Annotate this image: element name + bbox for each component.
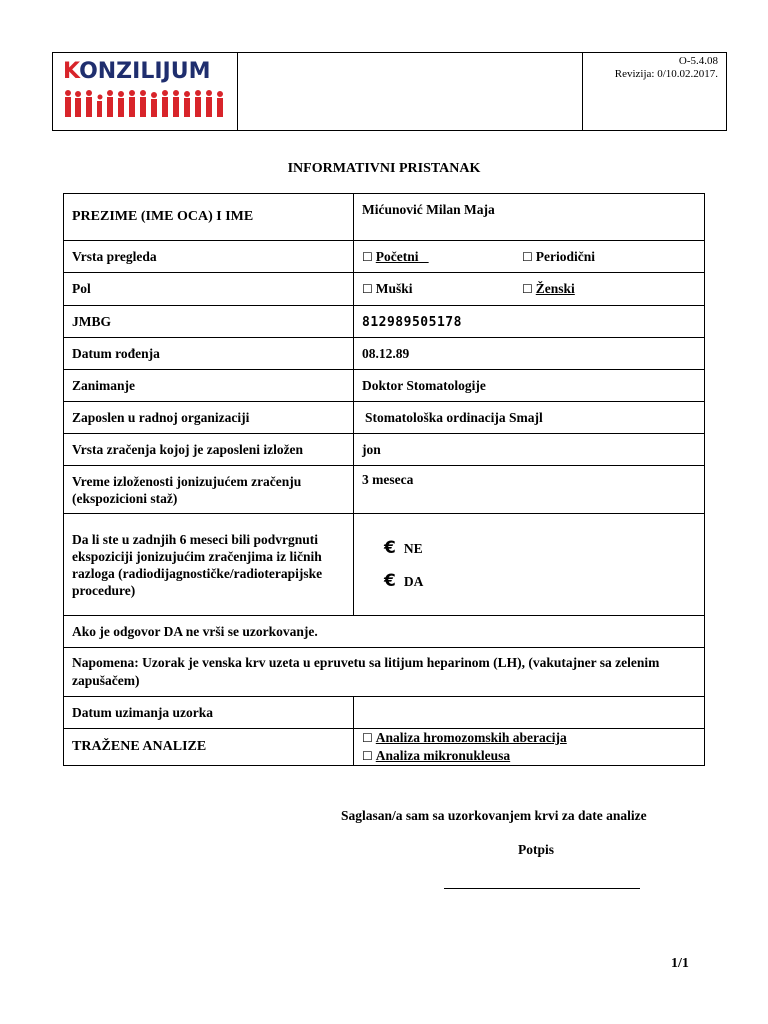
row-note — [64, 648, 705, 697]
dob-value: 08.12.89 — [354, 338, 705, 370]
consent-form-table — [63, 193, 705, 766]
row-exposure — [64, 466, 705, 514]
sex-female-checkbox[interactable]: ☐ Ženski — [522, 281, 575, 296]
row-dob — [64, 338, 705, 370]
row-jmbg — [64, 306, 705, 338]
employer-label: Zaposlen u radnoj organizaciji — [64, 402, 354, 434]
logo-wordmark: KONZILIJUM — [63, 59, 211, 84]
name-value: Mićunović Milan Maja — [354, 194, 705, 241]
dob-label: Datum rođenja — [64, 338, 354, 370]
row-exam-type — [64, 241, 705, 273]
jmbg-label: JMBG — [64, 306, 354, 338]
analyses-label: TRAŽENE ANALIZE — [64, 729, 354, 766]
logo-people-icon — [63, 89, 229, 119]
jmbg-cell — [354, 306, 705, 338]
exposure-value: 3 meseca — [354, 466, 705, 514]
analyses-options — [354, 729, 705, 766]
occupation-label: Zanimanje — [64, 370, 354, 402]
row-employer — [64, 402, 705, 434]
analysis-micronucleus-checkbox[interactable]: ☐ Analiza mikronukleusa — [362, 748, 511, 763]
answer-no-bullet: € — [384, 537, 396, 558]
row-name — [64, 194, 705, 241]
question-answers — [354, 514, 705, 616]
jmbg-value: 812989505178 — [362, 314, 462, 330]
answer-no-label: NE — [403, 540, 423, 556]
page-title: INFORMATIVNI PRISTANAK — [287, 161, 481, 176]
radiation-type-value: jon — [354, 434, 705, 466]
answer-yes-option[interactable] — [384, 565, 696, 598]
row-analyses — [64, 729, 705, 766]
employer-value: Stomatološka ordinacija Smajl — [354, 402, 705, 434]
exam-type-label: Vrsta pregleda — [64, 241, 354, 273]
row-note-if-yes — [64, 616, 705, 648]
name-label: PREZIME (IME OCA) I IME — [64, 194, 354, 241]
doc-code: O-5.4.08 — [678, 55, 718, 67]
signature-label: Potpis — [518, 842, 555, 857]
sampling-date-label: Datum uzimanja uzorka — [64, 697, 354, 729]
company-logo — [53, 53, 238, 130]
row-question — [64, 514, 705, 616]
row-occupation — [64, 370, 705, 402]
signature-line[interactable] — [444, 888, 640, 889]
sex-male-checkbox[interactable]: ☐ Muški — [362, 281, 413, 296]
document-header — [52, 52, 727, 131]
sampling-date-field[interactable] — [354, 697, 705, 729]
exam-type-periodic-checkbox[interactable]: ☐ Periodični — [522, 248, 596, 264]
header-blank-cell — [238, 53, 583, 130]
answer-no-option[interactable] — [384, 532, 696, 565]
exam-type-initial-checkbox[interactable]: ☐ Početni — [362, 248, 419, 264]
question-label: Da li ste u zadnjih 6 meseci bili podvrgnuti ekspoziciji jonizujućim zračenjima iz ličnih razloga (radiodijagnostičke/radioterapijske procedure) — [64, 514, 354, 616]
row-sex — [64, 273, 705, 306]
analysis-chromosomal-checkbox[interactable]: ☐ Analiza hromozomskih aberacija — [362, 730, 567, 745]
occupation-value: Doktor Stomatologije — [354, 370, 705, 402]
page-number: 1/1 — [671, 956, 689, 971]
exam-type-options — [354, 241, 705, 273]
sample-note: Napomena: Uzorak je venska krv uzeta u epruvetu sa litijum heparinom (LH), (vakutajner sa zelenim zapušačem) — [64, 648, 705, 697]
document-meta — [583, 53, 726, 130]
sex-label: Pol — [64, 273, 354, 306]
sex-options — [354, 273, 705, 306]
consent-statement: Saglasan/a sam sa uzorkovanjem krvi za date analize — [341, 808, 647, 823]
answer-yes-bullet: € — [384, 570, 396, 591]
note-if-yes: Ako je odgovor DA ne vrši se uzorkovanje. — [64, 616, 705, 648]
radiation-type-label: Vrsta zračenja kojoj je zaposleni izložen — [64, 434, 354, 466]
row-radiation-type — [64, 434, 705, 466]
answer-yes-label: DA — [403, 573, 424, 589]
row-sampling-date — [64, 697, 705, 729]
exposure-label: Vreme izloženosti jonizujućem zračenju (ekspozicioni staž) — [64, 466, 354, 514]
doc-revision: Revizija: 0/10.02.2017. — [614, 68, 718, 80]
